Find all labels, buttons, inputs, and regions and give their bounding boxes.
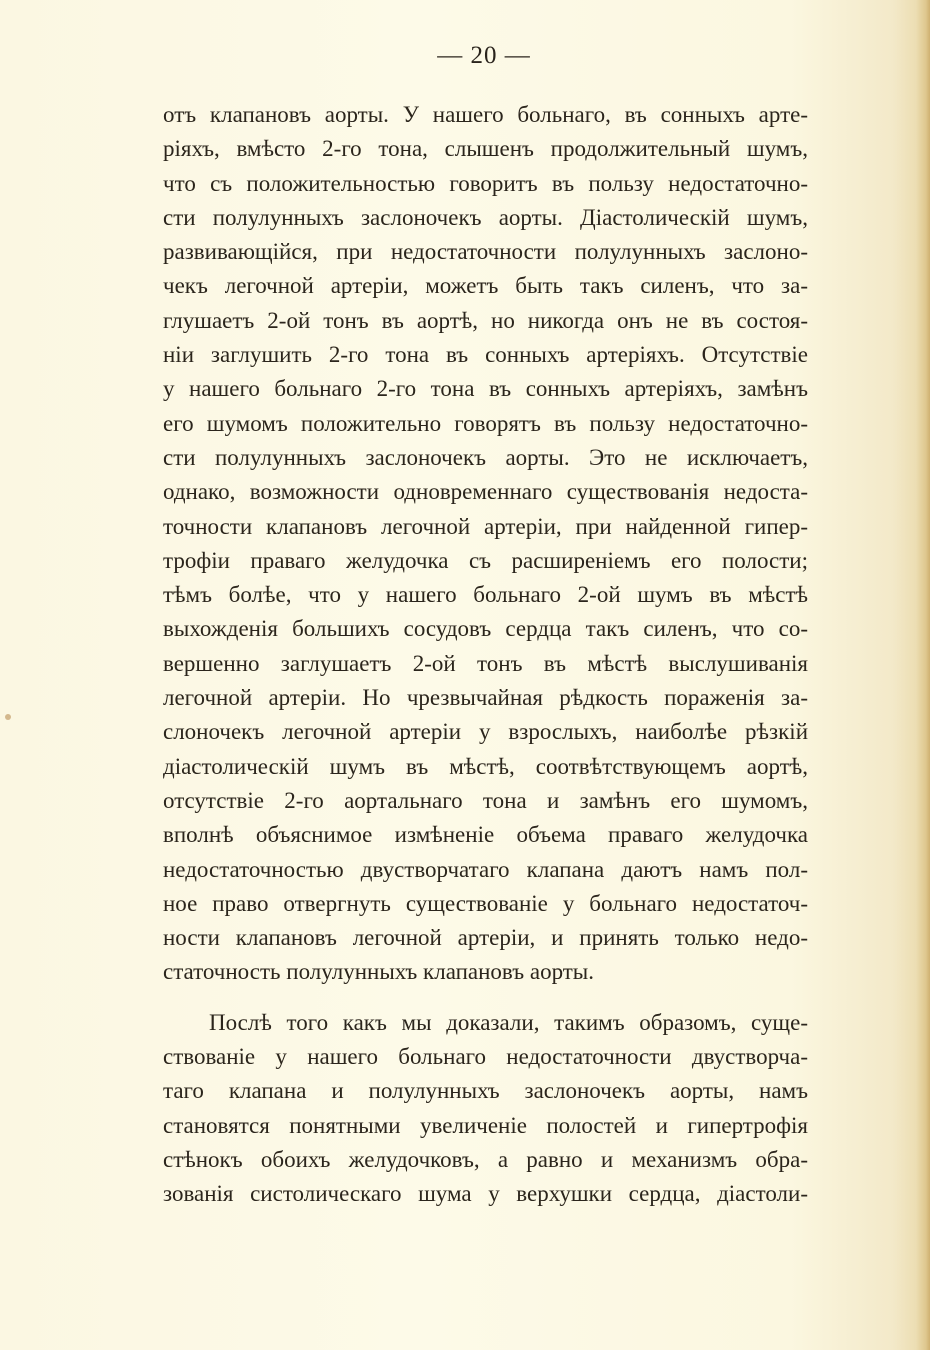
text-line: что съ положительностью говоритъ въ пользу недостаточно- (163, 170, 808, 196)
paragraph (163, 98, 808, 990)
text-line: ствованіе у нашего больнаго недостаточности двустворча- (163, 1044, 808, 1070)
text-line: легочной артеріи. Но чрезвычайная рѣдкость пораженія за- (163, 685, 808, 711)
text-line: точности клапановъ легочной артеріи, при найденной гипер- (163, 513, 808, 539)
text-line: отсутствіе 2-го аортальнаго тона и замѣнъ его шумомъ, (163, 787, 808, 813)
text-line: тѣмъ болѣе, что у нашего больнаго 2-ой шумъ въ мѣстѣ (163, 582, 808, 608)
text-line: отъ клапановъ аорты. У нашего больнаго, въ сонныхъ арте- (163, 102, 808, 127)
text-line: у нашего больнаго 2-го тона въ сонныхъ артеріяхъ, замѣнъ (163, 376, 808, 402)
text-line: развивающійся, при недостаточности полулунныхъ заслоно- (163, 239, 808, 265)
body-text (163, 98, 808, 1212)
text-line: однако, возможности одновременнаго существованія недоста- (163, 479, 808, 505)
text-line: таго клапана и полулунныхъ заслоночекъ аорты, намъ (163, 1078, 808, 1104)
text-line: діастолическій шумъ въ мѣстѣ, соотвѣтствующемъ аортѣ, (163, 753, 808, 779)
text-line: сти полулунныхъ заслоночекъ аорты. Діастолическій шумъ, (163, 204, 808, 230)
text-line: выхожденія большихъ сосудовъ сердца такъ силенъ, что со- (163, 616, 808, 642)
text-line: трофіи праваго желудочка съ расширеніемъ его полости; (163, 547, 808, 573)
text-line: недостаточностью двустворчатаго клапана даютъ намъ пол- (163, 856, 808, 882)
text-line: ріяхъ, вмѣсто 2-го тона, слышенъ продолжительный шумъ, (163, 136, 808, 162)
page-number: — 20 — (437, 42, 531, 69)
text-line: ности клапановъ легочной артеріи, и принять только недо- (163, 925, 808, 951)
text-line: Послѣ того какъ мы доказали, такимъ образомъ, суще- (209, 1009, 808, 1035)
text-line: глушаетъ 2-ой тонъ въ аортѣ, но никогда онъ не въ состоя- (163, 307, 808, 333)
text-line: статочность полулунныхъ клапановъ аорты. (163, 959, 595, 985)
text-line: ное право отвергнуть существованіе у больнаго недостаточ- (163, 890, 808, 916)
text-line: стѣнокъ обоихъ желудочковъ, а равно и механизмъ обра- (163, 1146, 808, 1172)
text-line: зованія систолическаго шума у верхушки сердца, діастоли- (163, 1181, 808, 1207)
paragraph-gap (163, 990, 808, 1006)
paragraph (163, 1006, 808, 1212)
paper-speck (5, 714, 11, 720)
text-line: становятся понятными увеличеніе полостей и гипертрофія (163, 1112, 808, 1138)
text-line: слоночекъ легочной артеріи у взрослыхъ, наиболѣе рѣзкій (163, 719, 808, 745)
text-line: его шумомъ положительно говорятъ въ пользу недостаточно- (163, 410, 808, 436)
text-line: чекъ легочной артеріи, можетъ быть такъ силенъ, что за- (163, 273, 808, 299)
text-line: ніи заглушить 2-го тона въ сонныхъ артеріяхъ. Отсутствіе (163, 342, 808, 368)
text-line: вполнѣ объяснимое измѣненіе объема праваго желудочка (163, 822, 808, 848)
text-line: вершенно заглушаетъ 2-ой тонъ въ мѣстѣ выслушиванія (163, 650, 808, 676)
page-edge-shadow (916, 0, 930, 1350)
text-line: сти полулунныхъ заслоночекъ аорты. Это не исключаетъ, (163, 444, 808, 470)
